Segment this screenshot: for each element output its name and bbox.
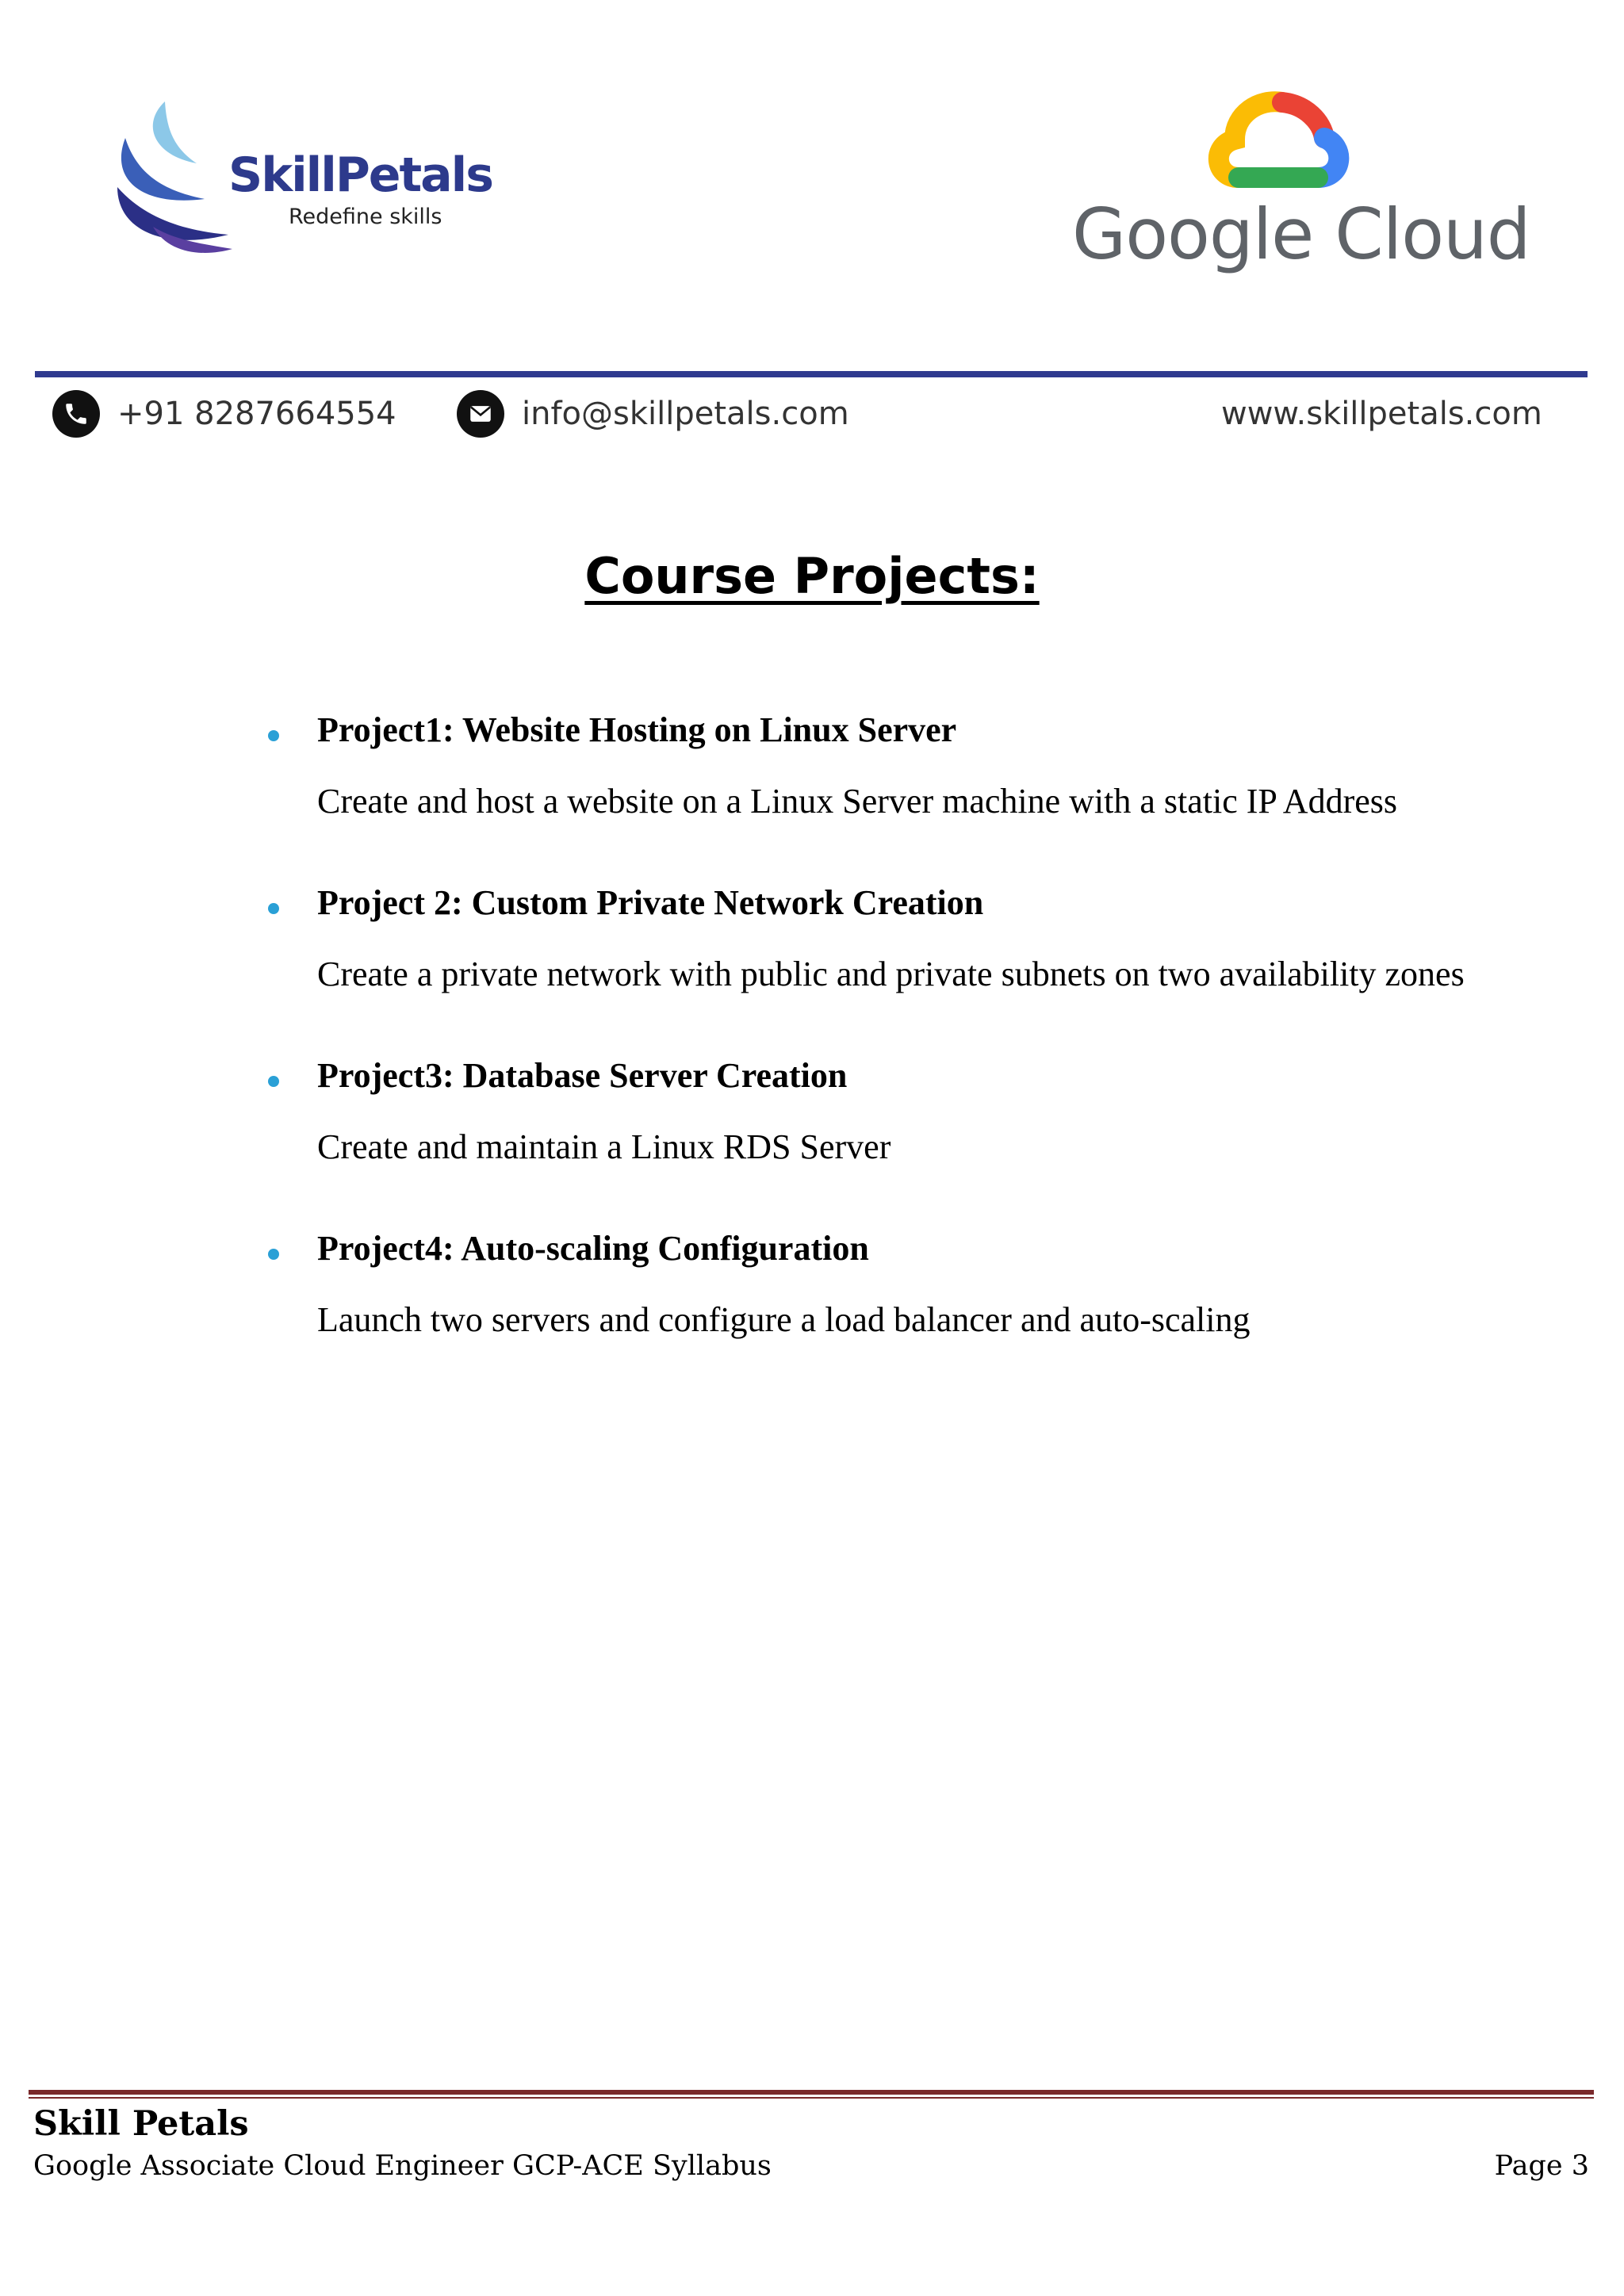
- google-cloud-icon: [1207, 82, 1350, 193]
- footer-divider-thin: [29, 2097, 1594, 2099]
- bullet-icon: [268, 903, 279, 914]
- bullet-icon: [268, 730, 279, 741]
- phone-number[interactable]: +91 8287664554: [117, 396, 396, 432]
- contact-email: [457, 388, 849, 439]
- website-link[interactable]: www.skillpetals.com: [1221, 396, 1542, 432]
- email-address[interactable]: info@skillpetals.com: [522, 396, 849, 432]
- petals-logo-icon: [109, 100, 236, 258]
- project-list: [262, 710, 1562, 1401]
- header-divider: [35, 371, 1588, 377]
- project-title: Project1: Website Hosting on Linux Server: [317, 710, 957, 749]
- contact-website: [1221, 388, 1542, 439]
- bullet-icon: [268, 1076, 279, 1087]
- page-number: Page 3: [1494, 2150, 1589, 2182]
- list-item: [262, 710, 1562, 882]
- brand-tagline: Redefine skills: [289, 205, 442, 229]
- brand-name: SkillPetals: [228, 147, 492, 203]
- footer-subtitle: Google Associate Cloud Engineer GCP-ACE Syllabus: [33, 2150, 772, 2182]
- skillpetals-logo: [109, 100, 492, 258]
- project-description: Launch two servers and configure a load balancer and auto-scaling: [317, 1300, 1251, 1339]
- list-item: [262, 1055, 1562, 1228]
- project-description: Create and host a website on a Linux Server machine with a static IP Address: [317, 782, 1398, 821]
- contact-bar: [52, 388, 1559, 444]
- phone-icon: [52, 390, 100, 438]
- project-title: Project3: Database Server Creation: [317, 1056, 848, 1095]
- google-cloud-logo: [1072, 82, 1530, 289]
- bullet-icon: [268, 1249, 279, 1260]
- project-description: Create a private network with public and private subnets on two availability zones: [317, 955, 1465, 993]
- google-cloud-text: Google Cloud: [1072, 193, 1530, 275]
- email-icon: [457, 390, 504, 438]
- project-title: Project4: Auto-scaling Configuration: [317, 1229, 869, 1268]
- project-description: Create and maintain a Linux RDS Server: [317, 1127, 891, 1166]
- footer-divider: [29, 2090, 1594, 2095]
- footer-company: Skill Petals: [33, 2104, 249, 2144]
- list-item: [262, 1228, 1562, 1401]
- project-title: Project 2: Custom Private Network Creation: [317, 883, 984, 922]
- page-title: Course Projects:: [584, 547, 1040, 605]
- contact-phone: [52, 388, 396, 439]
- list-item: [262, 882, 1562, 1055]
